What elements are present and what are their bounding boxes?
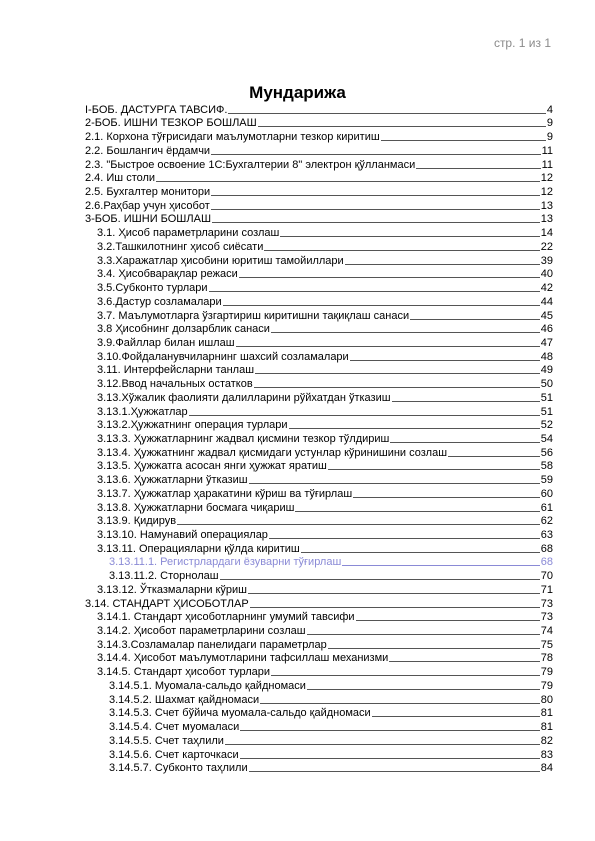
toc-dot-leader <box>328 648 540 649</box>
toc-dot-leader <box>328 469 540 470</box>
toc-entry-page-number: 45 <box>540 309 553 322</box>
toc-dot-leader <box>448 456 540 457</box>
toc-dot-leader <box>353 497 540 498</box>
toc-entry-page-number: 80 <box>540 693 553 706</box>
toc-entry-label: 3.13.11. Операцияларни қўлда киритиш <box>97 542 300 555</box>
toc-dot-leader <box>211 154 541 155</box>
toc-entry[interactable] <box>85 637 553 651</box>
toc-entry-label: I-БОБ. ДАСТУРГА ТАВСИФ. <box>85 103 228 116</box>
toc-entry[interactable] <box>85 418 553 432</box>
toc-entry[interactable] <box>85 445 553 459</box>
toc-entry-page-number: 83 <box>540 748 553 761</box>
toc-entry-page-number: 13 <box>540 213 553 226</box>
toc-entry-page-number: 63 <box>540 529 553 541</box>
toc-entry[interactable] <box>85 294 553 308</box>
toc-dot-leader <box>350 360 540 361</box>
toc-entry[interactable] <box>85 267 553 281</box>
toc-dot-leader <box>392 401 540 402</box>
page-indicator: стр. 1 из 1 <box>493 36 551 50</box>
toc-entry-page-number: 46 <box>540 323 553 336</box>
toc-dot-leader <box>416 168 540 169</box>
toc-entry-label: 3.14.1. Стандарт ҳисоботларнинг умумий тавсифи <box>97 611 355 624</box>
toc-entry-label: 3.4. Ҳисобварақлар режаси <box>97 268 238 281</box>
toc-entry-page-number: 73 <box>540 611 553 624</box>
toc-entry[interactable] <box>85 692 553 706</box>
toc-entry-label: 3.13.6. Ҳужжатларни ўтказиш <box>97 474 248 487</box>
toc-entry-label: 3.13.2.Ҳужжатнинг операция турлари <box>97 419 288 432</box>
toc-dot-leader <box>225 744 540 745</box>
toc-dot-leader <box>223 305 540 306</box>
toc-dot-leader <box>249 483 540 484</box>
toc-entry-label: 2.6.Раҳбар учун ҳисобот <box>85 199 210 212</box>
toc-entry[interactable] <box>85 171 553 185</box>
toc-entry[interactable] <box>85 733 553 747</box>
toc-entry-label: 3.14.3.Созламалар панелидаги параметрлар <box>97 638 327 651</box>
toc-entry[interactable] <box>85 363 553 377</box>
toc-entry[interactable] <box>85 198 553 212</box>
toc-entry-label: 3.14.5. Стандарт ҳисобот турлари <box>97 666 270 679</box>
toc-dot-leader <box>189 415 540 416</box>
toc-dot-leader <box>280 236 539 237</box>
toc-entry-page-number: 79 <box>540 666 553 679</box>
toc-entry-page-number: 4 <box>546 103 553 116</box>
toc-dot-leader <box>307 689 540 690</box>
toc-entry-page-number: 59 <box>540 474 553 487</box>
toc-entry[interactable] <box>85 322 553 336</box>
toc-entry-page-number: 58 <box>540 460 553 473</box>
toc-entry-page-number: 68 <box>540 542 553 555</box>
toc-entry-page-number: 49 <box>540 364 553 377</box>
toc-entry[interactable] <box>85 335 553 349</box>
toc-entry[interactable] <box>85 349 553 363</box>
toc-entry-page-number: 50 <box>540 378 553 391</box>
toc-entry-label: 3.13.11.2. Сторнолаш <box>109 570 219 583</box>
toc-entry-label: 3.13.10. Намунавий операциялар <box>97 529 268 541</box>
toc-dot-leader <box>301 552 540 553</box>
toc-entry-label: 3.7. Маълумотларга ўзгартириш киритишни тақиқлаш санаси <box>97 309 410 322</box>
toc-entry-label: 3.14.5.5. Счет таҳлили <box>109 734 224 747</box>
toc-entry[interactable] <box>85 500 553 514</box>
toc-entry[interactable] <box>85 129 553 143</box>
toc-entry-label: 3.14. СТАНДАРТ ҲИСОБОТЛАР <box>85 597 249 610</box>
toc-dot-leader <box>212 222 540 223</box>
toc-dot-leader <box>410 319 540 320</box>
toc-entry-page-number: 61 <box>540 501 553 514</box>
toc-entry-page-number: 40 <box>540 268 553 281</box>
toc-entry[interactable] <box>85 719 553 733</box>
toc-entry-page-number: 54 <box>540 432 553 445</box>
toc-entry-label: 3.2.Ташкилотнинг ҳисоб сиёсати <box>97 240 264 253</box>
toc-entry-page-number: 9 <box>546 131 553 144</box>
toc-entry-page-number: 13 <box>540 199 553 212</box>
toc-dot-leader <box>289 428 540 429</box>
toc-entry-page-number: 82 <box>540 734 553 747</box>
toc-entry-page-number: 68 <box>540 556 553 569</box>
toc-entry[interactable] <box>85 280 553 294</box>
toc-entry-label: 2.3. "Быстрое освоение 1С:Бухгалтерии 8" электрон қўлланмаси <box>85 158 416 171</box>
toc-dot-leader <box>239 277 540 278</box>
toc-dot-leader <box>345 264 540 265</box>
toc-entry-label: 3.13.4. Ҳужжатнинг жадвал қисмидаги устунлар кўринишини созлаш <box>97 446 448 459</box>
toc-entry[interactable] <box>85 596 553 610</box>
toc-dot-leader <box>258 126 546 127</box>
toc-entry[interactable] <box>85 239 553 253</box>
toc-entry-page-number: 22 <box>540 240 553 253</box>
toc-entry-page-number: 60 <box>540 487 553 500</box>
toc-entry[interactable] <box>85 225 553 239</box>
toc-dot-leader <box>271 332 540 333</box>
toc-entry[interactable] <box>85 472 553 486</box>
toc-entry-page-number: 11 <box>541 158 553 171</box>
toc-title: Мундарижа <box>249 83 346 102</box>
toc-dot-leader <box>250 607 540 608</box>
toc-entry-page-number: 51 <box>540 391 553 404</box>
toc-entry[interactable] <box>85 651 553 665</box>
toc-entry-label: 3.3.Харажатлар ҳисобини юритиш тамойиллари <box>97 254 344 267</box>
toc-entry-label: 3.14.4. Ҳисобот маълумотларини тафсиллаш механизми <box>97 652 389 665</box>
toc-dot-leader <box>236 346 540 347</box>
toc-entry-page-number: 84 <box>540 762 553 775</box>
toc-dot-leader <box>177 524 540 525</box>
toc-entry-label: 3.14.5.4. Счет муомаласи <box>109 721 240 734</box>
toc-entry-page-number: 39 <box>540 254 553 267</box>
toc-entry-label: 3.13.1.Ҳужжатлар <box>97 405 188 418</box>
toc-entry-page-number: 73 <box>540 597 553 610</box>
toc-entry[interactable] <box>85 568 553 582</box>
toc-entry-label: 3.13.11.1. Регистрлардаги ёзуварни тўғирлаш <box>109 556 342 569</box>
toc-entry[interactable] <box>85 514 553 528</box>
toc-entry-label: 3.6.Дастур созламалари <box>97 295 222 308</box>
toc-dot-leader <box>356 620 540 621</box>
toc-entry-label: 3.12.Ввод начальных остатков <box>97 378 253 391</box>
toc-dot-leader <box>389 661 539 662</box>
toc-entry-label: 3.8 Ҳисобнинг долзарблик санаси <box>97 323 270 336</box>
toc-entry[interactable] <box>85 459 553 473</box>
toc-entry-page-number: 78 <box>540 652 553 665</box>
toc-entry[interactable] <box>85 308 553 322</box>
toc-entry-label: 3.10.Фойдаланувчиларнинг шахсий созламалари <box>97 350 349 363</box>
toc-entry[interactable] <box>85 116 553 130</box>
toc-entry[interactable] <box>85 541 553 555</box>
toc-dot-leader <box>269 538 540 539</box>
toc-entry-label: 3.13.12. Ўтказмаларни кўриш <box>97 583 247 596</box>
toc-entry-label: 3.5.Субконто турлари <box>97 282 208 295</box>
toc-entry-page-number: 14 <box>540 227 553 240</box>
toc-entry[interactable] <box>85 747 553 761</box>
toc-entry-label: 3.1. Ҳисоб параметрларини созлаш <box>97 227 280 240</box>
toc-entry[interactable] <box>85 376 553 390</box>
toc-dot-leader <box>254 387 540 388</box>
toc-entry-page-number: 12 <box>540 172 553 185</box>
toc-entry-label: 2.1. Корхона тўғрисидаги маълумотларни тезкор киритиш <box>85 131 380 144</box>
toc-dot-leader <box>307 634 540 635</box>
toc-entry-label: 3.14.5.1. Муомала-сальдо қайдномаси <box>109 679 306 692</box>
toc-entry-label: 3.14.5.3. Счет бўйича муомала-сальдо қайдномаси <box>109 707 371 720</box>
toc-entry-page-number: 42 <box>540 282 553 295</box>
toc-entry[interactable] <box>85 253 553 267</box>
table-of-contents <box>85 102 553 774</box>
toc-dot-leader <box>240 758 540 759</box>
toc-entry-label: 2.4. Иш столи <box>85 172 156 185</box>
toc-dot-leader <box>220 579 540 580</box>
toc-dot-leader <box>228 113 545 114</box>
toc-entry[interactable] <box>85 404 553 418</box>
toc-entry[interactable] <box>85 610 553 624</box>
toc-entry-page-number: 75 <box>540 638 553 651</box>
toc-dot-leader <box>271 675 540 676</box>
toc-entry-page-number: 48 <box>540 350 553 363</box>
toc-entry-label: 2-БОБ. ИШНИ ТЕЗКОР БОШЛАШ <box>85 117 257 130</box>
toc-dot-leader <box>264 250 539 251</box>
toc-entry[interactable] <box>85 390 553 404</box>
toc-entry-label: 3.13.7. Ҳужжатлар ҳаракатини кўриш ва тўғирлаш <box>97 487 353 500</box>
toc-entry-page-number: 52 <box>540 419 553 432</box>
toc-entry-label: 2.5. Бухгалтер монитори <box>85 186 211 199</box>
toc-entry-label: 3.14.5.7. Субконто таҳлили <box>109 762 248 775</box>
toc-dot-leader <box>372 716 540 717</box>
toc-entry-page-number: 71 <box>540 583 553 596</box>
toc-dot-leader <box>381 140 546 141</box>
toc-entry-label: 3.13.Хўжалик фаолияти далилларини рўйхатдан ўтказиш <box>97 391 391 404</box>
toc-entry[interactable] <box>85 555 553 569</box>
toc-entry-page-number: 12 <box>540 186 553 199</box>
toc-dot-leader <box>249 771 540 772</box>
toc-entry[interactable] <box>85 706 553 720</box>
toc-entry-page-number: 47 <box>540 336 553 349</box>
toc-dot-leader <box>240 730 539 731</box>
toc-dot-leader <box>211 209 540 210</box>
toc-entry-label: 3.14.5.6. Счет карточкаси <box>109 748 239 761</box>
toc-entry-page-number: 51 <box>540 405 553 418</box>
toc-dot-leader <box>211 195 540 196</box>
toc-entry-page-number: 44 <box>540 295 553 308</box>
toc-entry-page-number: 9 <box>546 117 553 130</box>
toc-entry[interactable] <box>85 664 553 678</box>
toc-dot-leader <box>248 593 540 594</box>
toc-entry-label: 3.13.9. Қидирув <box>97 515 177 528</box>
toc-entry[interactable] <box>85 157 553 171</box>
toc-dot-leader <box>255 373 540 374</box>
toc-entry-label: 3.14.5.2. Шахмат қайдномаси <box>109 693 260 706</box>
toc-entry-label: 3-БОБ. ИШНИ БОШЛАШ <box>85 213 212 226</box>
toc-dot-leader <box>342 565 539 566</box>
toc-entry-label: 3.14.2. Ҳисобот параметрларини созлаш <box>97 625 306 638</box>
toc-dot-leader <box>390 442 539 443</box>
toc-entry[interactable] <box>85 102 553 116</box>
toc-entry[interactable] <box>85 143 553 157</box>
toc-entry-label: 3.13.3. Ҳужжатларнинг жадвал қисмини тезкор тўлдириш <box>97 432 390 445</box>
toc-entry[interactable] <box>85 184 553 198</box>
toc-entry-label: 3.9.Файллар билан ишлаш <box>97 336 235 349</box>
toc-dot-leader <box>260 703 540 704</box>
toc-entry[interactable] <box>85 623 553 637</box>
toc-entry-page-number: 81 <box>540 707 553 720</box>
toc-entry-page-number: 81 <box>540 721 553 734</box>
toc-entry-label: 2.2. Бошлангич ёрдамчи <box>85 144 211 157</box>
toc-entry-page-number: 74 <box>540 625 553 638</box>
toc-entry-page-number: 56 <box>540 446 553 459</box>
toc-entry-page-number: 11 <box>541 144 553 157</box>
toc-dot-leader <box>209 291 540 292</box>
toc-entry[interactable] <box>85 212 553 226</box>
toc-entry[interactable] <box>85 486 553 500</box>
toc-entry[interactable] <box>85 582 553 596</box>
toc-entry[interactable] <box>85 431 553 445</box>
toc-entry-page-number: 62 <box>540 515 553 528</box>
toc-entry-label: 3.13.8. Ҳужжатларни босмага чиқариш <box>97 501 295 514</box>
toc-dot-leader <box>295 511 539 512</box>
toc-dot-leader <box>156 181 540 182</box>
toc-entry[interactable] <box>85 761 553 775</box>
toc-entry-page-number: 79 <box>540 679 553 692</box>
toc-entry-label: 3.11. Интерфейсларни танлаш <box>97 364 255 377</box>
toc-entry[interactable] <box>85 678 553 692</box>
toc-entry[interactable] <box>85 527 553 541</box>
toc-entry-page-number: 70 <box>540 570 553 583</box>
toc-entry-label: 3.13.5. Ҳужжатга асосан янги ҳужжат яратиш <box>97 460 327 473</box>
